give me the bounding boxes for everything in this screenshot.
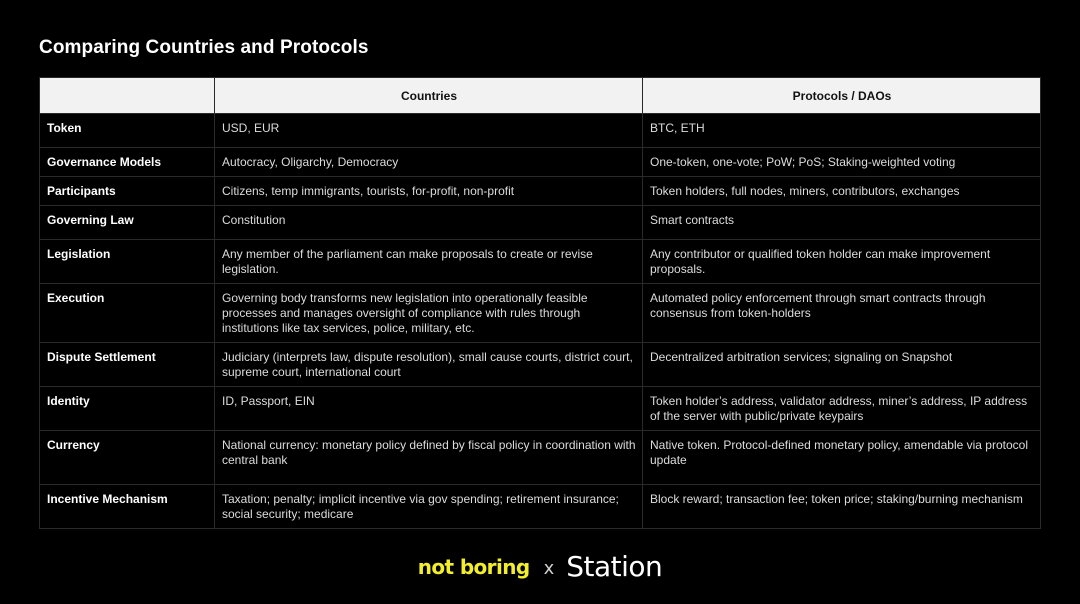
countries-cell: Constitution xyxy=(215,206,643,240)
table-row xyxy=(40,431,1041,485)
table-row xyxy=(40,240,1041,284)
table-row xyxy=(40,485,1041,529)
row-label: Incentive Mechanism xyxy=(40,485,215,529)
table-row xyxy=(40,114,1041,148)
table-header-row xyxy=(40,78,1041,114)
table-row xyxy=(40,148,1041,177)
protocols-cell: Automated policy enforcement through smart contracts through consensus from token-holders xyxy=(643,284,1041,343)
row-label: Legislation xyxy=(40,240,215,284)
table-row xyxy=(40,177,1041,206)
countries-cell: Taxation; penalty; implicit incentive via gov spending; retirement insurance; social security; medicare xyxy=(215,485,643,529)
protocols-cell: BTC, ETH xyxy=(643,114,1041,148)
protocols-cell: Block reward; transaction fee; token price; staking/burning mechanism xyxy=(643,485,1041,529)
logo-separator: x xyxy=(543,557,555,579)
station-logo: Station xyxy=(566,550,663,583)
countries-cell: Citizens, temp immigrants, tourists, for-profit, non-profit xyxy=(215,177,643,206)
row-label: Governance Models xyxy=(40,148,215,177)
protocols-cell: Token holders, full nodes, miners, contributors, exchanges xyxy=(643,177,1041,206)
table-row xyxy=(40,387,1041,431)
countries-cell: ID, Passport, EIN xyxy=(215,387,643,431)
protocols-cell: Token holder’s address, validator address, miner’s address, IP address of the server with public/private keypairs xyxy=(643,387,1041,431)
row-label: Execution xyxy=(40,284,215,343)
row-label: Participants xyxy=(40,177,215,206)
protocols-cell: Decentralized arbitration services; signaling on Snapshot xyxy=(643,343,1041,387)
row-label: Dispute Settlement xyxy=(40,343,215,387)
table-row xyxy=(40,206,1041,240)
table-row xyxy=(40,343,1041,387)
protocols-cell: One-token, one-vote; PoW; PoS; Staking-weighted voting xyxy=(643,148,1041,177)
countries-cell: National currency: monetary policy defined by fiscal policy in coordination with central bank xyxy=(215,431,643,485)
countries-cell: Governing body transforms new legislation into operationally feasible processes and manages oversight of compliance with rules through institutions like tax services, police, military, etc. xyxy=(215,284,643,343)
protocols-cell: Smart contracts xyxy=(643,206,1041,240)
protocols-cell: Any contributor or qualified token holder can make improvement proposals. xyxy=(643,240,1041,284)
comparison-table xyxy=(39,77,1041,529)
row-label: Currency xyxy=(40,431,215,485)
header-blank xyxy=(40,78,215,114)
not-boring-logo: not boring xyxy=(417,554,530,579)
footer-logos xyxy=(0,550,1080,583)
table-row xyxy=(40,284,1041,343)
row-label: Token xyxy=(40,114,215,148)
countries-cell: Any member of the parliament can make proposals to create or revise legislation. xyxy=(215,240,643,284)
row-label: Governing Law xyxy=(40,206,215,240)
countries-cell: Autocracy, Oligarchy, Democracy xyxy=(215,148,643,177)
countries-cell: USD, EUR xyxy=(215,114,643,148)
row-label: Identity xyxy=(40,387,215,431)
protocols-cell: Native token. Protocol-defined monetary policy, amendable via protocol update xyxy=(643,431,1041,485)
countries-cell: Judiciary (interprets law, dispute resolution), small cause courts, district court, supreme court, international court xyxy=(215,343,643,387)
header-protocols: Protocols / DAOs xyxy=(643,78,1041,114)
page-title: Comparing Countries and Protocols xyxy=(39,37,369,58)
header-countries: Countries xyxy=(215,78,643,114)
